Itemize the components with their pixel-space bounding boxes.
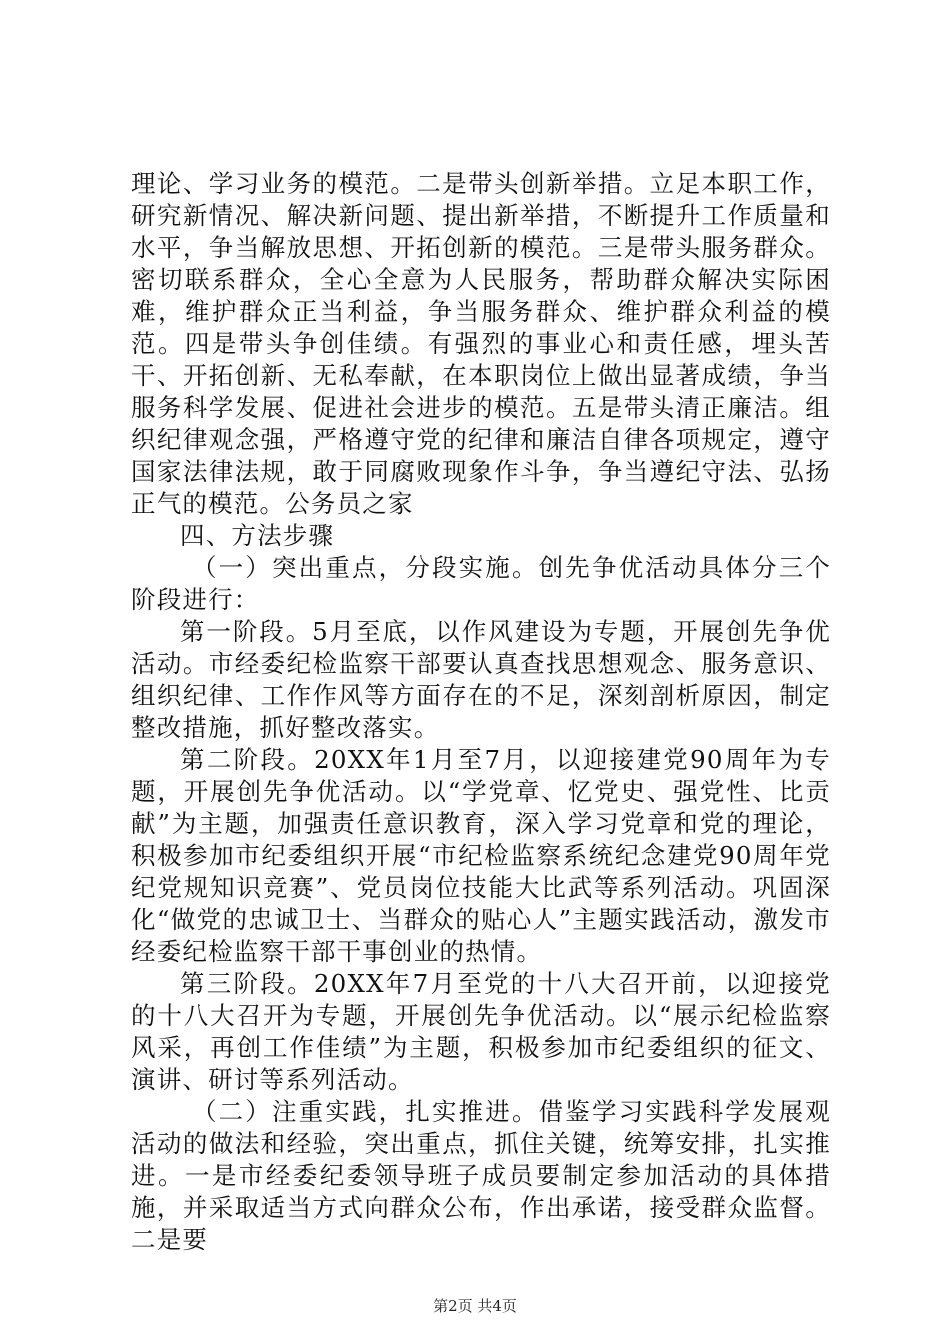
page-footer: 第2页 共4页 (433, 1297, 517, 1315)
paragraph-continuation: 理论、学习业务的模范。二是带头创新举措。立足本职工作，研究新情况、解决新问题、提出新举措，不断提升工作质量和水平，争当解放思想、开拓创新的模范。三是带头服务群众。密切联系群众，全心全意为人民服务，帮助群众解决实际困难，维护群众正当利益，争当服务群众、维护群众利益的模范。四是带头争创佳绩。有强烈的事业心和责任感，埋头苦干、开拓创新、无私奉献，在本职岗位上做出显著成绩，争当服务科学发展、促进社会进步的模范。五是带头清正廉洁。组织纪律观念强，严格遵守党的纪律和廉洁自律各项规定，遵守国家法律法规，敢于同腐败现象作斗争，争当遵纪守法、弘扬正气的模范。公务员之家 (131, 169, 831, 518)
section-heading-methods: 四、方法步骤 (180, 521, 335, 550)
paragraph-phase-one: 第一阶段。5月至底，以作风建设为专题，开展创先争优活动。市经委纪检监察干部要认真查找思想观念、服务意识、组织纪律、工作作风等方面存在的不足，深刻剖析原因，制定整改措施，抓好整改落实。 (131, 617, 831, 742)
document-body (131, 168, 831, 1256)
paragraph-phase-three: 第三阶段。20XX年7月至党的十八大召开前，以迎接党的十八大召开为专题，开展创先争优活动。以“展示纪检监察风采，再创工作佳绩”为主题，积极参加市纪委组织的征文、演讲、研讨等系列活动。 (131, 969, 831, 1094)
paragraph-subsection-two: （二）注重实践，扎实推进。借鉴学习实践科学发展观活动的做法和经验，突出重点，抓住关键，统筹安排，扎实推进。一是市经委纪委领导班子成员要制定参加活动的具体措施，并采取适当方式向群众公布，作出承诺，接受群众监督。二是要 (131, 1097, 831, 1254)
paragraph-subsection-one: （一）突出重点，分段实施。创先争优活动具体分三个阶段进行： (131, 553, 831, 614)
paragraph-phase-two: 第二阶段。20XX年1月至7月，以迎接建党90周年为专题，开展创先争优活动。以“学党章、忆党史、强党性、比贡献”为主题，加强责任意识教育，深入学习党章和党的理论，积极参加市纪委组织开展“市纪检监察系统纪念建党90周年党纪党规知识竞赛”、党员岗位技能大比武等系列活动。巩固深化“做党的忠诚卫士、当群众的贴心人”主题实践活动，激发市经委纪检监察干部干事创业的热情。 (131, 745, 831, 966)
